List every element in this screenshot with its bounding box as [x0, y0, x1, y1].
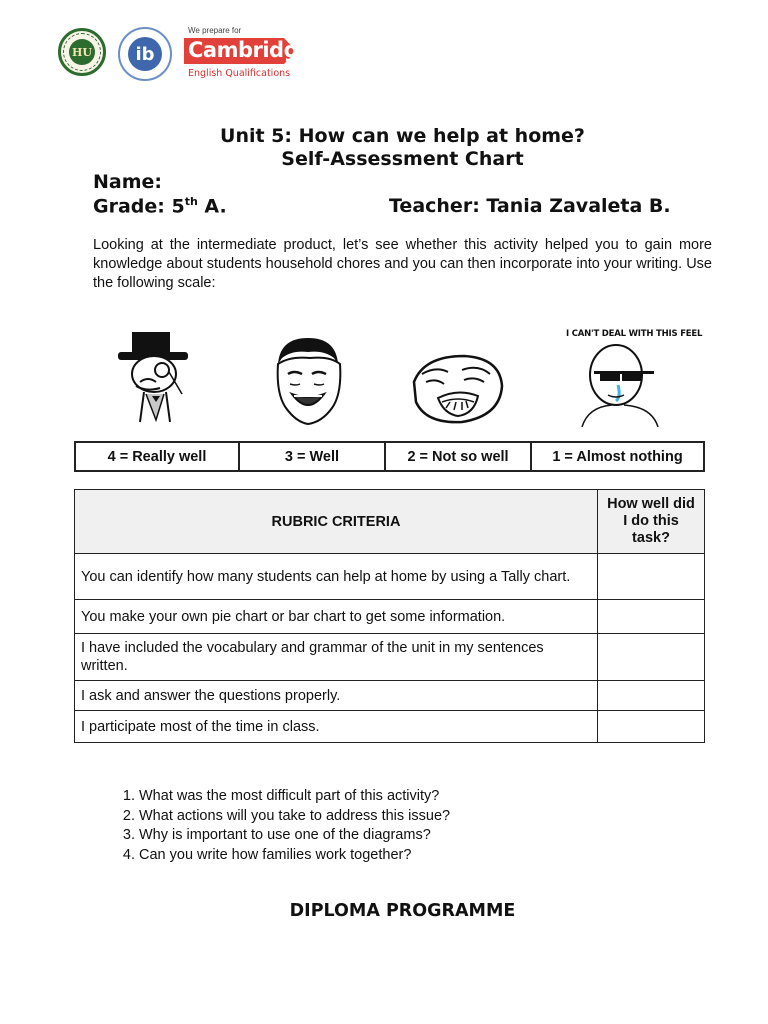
grade-label [93, 195, 227, 217]
scale-not-so-well: 2 = Not so well [385, 442, 531, 471]
grade-superscript: th [184, 195, 198, 208]
chart-title: Self-Assessment Chart [281, 148, 524, 170]
question-item: 2. What actions will you take to address this issue? [139, 807, 450, 827]
rubric-criterion: You can identify how many students can help at home by using a Tally chart. [75, 554, 598, 600]
ib-logo [118, 27, 172, 81]
reflection-questions [93, 787, 450, 865]
intro-paragraph: Looking at the intermediate product, let’s see whether this activity helped you to gain more knowledge about students household chores and you can then incorporate into your writing. Use the following scale: [93, 237, 712, 291]
rubric-table [74, 489, 705, 743]
rubric-row [75, 681, 705, 711]
rubric-row [75, 634, 705, 681]
rubric-criterion: You make your own pie chart or bar chart to get some information. [75, 600, 598, 634]
rubric-row [75, 554, 705, 600]
rubric-header-row [75, 490, 705, 554]
crying-sunglasses-meme-icon [578, 341, 662, 427]
rubric-row [75, 711, 705, 743]
grade-text: Grade: 5 [93, 195, 185, 218]
troll-face-meme-icon [408, 352, 506, 426]
rating-scale-table [74, 441, 705, 472]
scale-well: 3 = Well [239, 442, 385, 471]
scale-really-well: 4 = Really well [75, 442, 239, 471]
rubric-criterion: I ask and answer the questions properly. [75, 681, 598, 711]
rubric-rating-cell[interactable] [598, 634, 705, 681]
rubric-rating-cell[interactable] [598, 681, 705, 711]
ib-initials: ib [128, 37, 162, 71]
logo-ring [63, 33, 101, 71]
rubric-criterion: I have included the vocabulary and grammar of the unit in my sentences written. [75, 634, 598, 681]
rubric-rating-cell[interactable] [598, 600, 705, 634]
rubric-rating-cell[interactable] [598, 711, 705, 743]
rubric-rating-header: How well did I do this task? [598, 490, 705, 554]
teacher-label: Teacher: Tania Zavaleta B. [389, 195, 671, 217]
footer-programme: DIPLOMA PROGRAMME [289, 901, 516, 921]
rating-scale-row [75, 442, 704, 471]
meme-caption: I CAN'T DEAL WITH THIS FEEL [566, 329, 703, 339]
monocle-gentleman-meme-icon [110, 330, 202, 426]
question-item: 1. What was the most difficult part of this activity? [139, 787, 450, 807]
hu-initials: HU [69, 39, 95, 65]
question-item: 4. Can you write how families work together? [139, 846, 450, 866]
rubric-row [75, 600, 705, 634]
rubric-rating-cell[interactable] [598, 554, 705, 600]
grade-section: A. [197, 195, 227, 218]
rubric-criteria-header: RUBRIC CRITERIA [75, 490, 598, 554]
rubric-criterion: I participate most of the time in class. [75, 711, 598, 743]
unit-title: Unit 5: How can we help at home? [220, 125, 585, 147]
question-item: 3. Why is important to use one of the diagrams? [139, 826, 450, 846]
scale-almost-nothing: 1 = Almost nothing [531, 442, 704, 471]
laughing-face-meme-icon [270, 334, 344, 426]
cambridge-prefix: We prepare for [188, 26, 242, 35]
cambridge-subtitle: English Qualifications [188, 68, 291, 79]
name-label: Name: [93, 171, 163, 193]
cambridge-wordmark: Cambridge [188, 38, 312, 62]
hipolito-unanue-logo [58, 28, 106, 76]
